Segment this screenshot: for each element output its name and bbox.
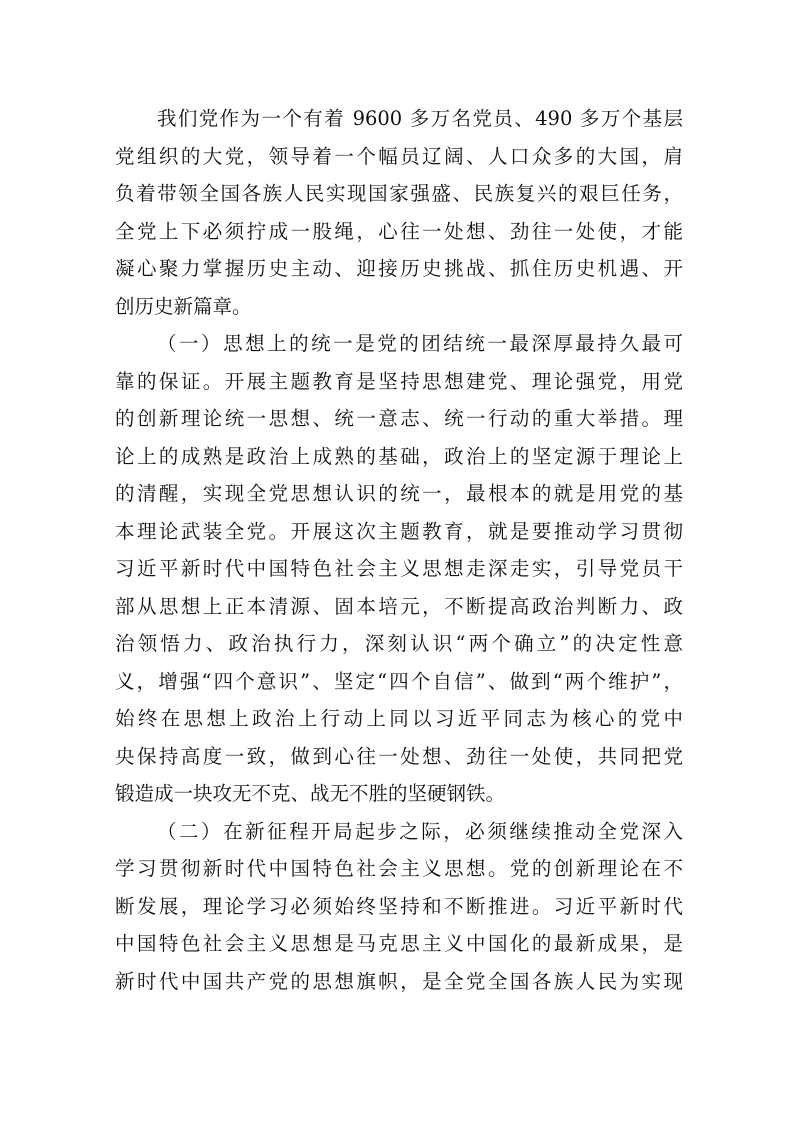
- text-line: 学习贯彻新时代中国特色社会主义思想。党的创新理论在不: [115, 857, 683, 880]
- text-line: 本理论武装全党。开展这次主题教育，就是要推动学习贯彻: [115, 519, 683, 543]
- text-line: 始终在思想上政治上行动上同以习近平同志为核心的党中: [115, 707, 683, 730]
- text-line: 断发展，理论学习必须始终坚持和不断推进。习近平新时代: [115, 894, 683, 918]
- text-line: 锻造成一块攻无不克、战无不胜的坚硬钢铁。: [115, 782, 506, 805]
- text-line: 党组织的大党，领导着一个幅员辽阔、人口众多的大国，肩: [115, 144, 683, 168]
- text-line: 创历史新篇章。: [115, 294, 252, 318]
- text-line: 央保持高度一致，做到心往一处想、劲往一处使，共同把党: [115, 744, 683, 768]
- text-line: 习近平新时代中国特色社会主义思想走深走实，引导党员干: [115, 557, 683, 580]
- text-line: 全党上下必须拧成一股绳，心往一处想、劲往一处使，才能: [115, 219, 683, 243]
- text-line: 凝心聚力掌握历史主动、迎接历史挑战、抓住历史机遇、开: [115, 257, 683, 280]
- text-line: 我们党作为一个有着 9600 多万名党员、490 多万个基层: [157, 107, 683, 130]
- text-line: （一）思想上的统一是党的团结统一最深厚最持久最可: [157, 332, 683, 355]
- text-line: 义，增强“四个意识”、坚定“四个自信”、做到“两个维护”，: [115, 669, 683, 693]
- document-body: [115, 100, 683, 1000]
- text-line: 的创新理论统一思想、统一意志、统一行动的重大举措。理: [115, 407, 683, 430]
- text-line: 治领悟力、政治执行力，深刻认识“两个确立”的决定性意: [115, 632, 683, 655]
- text-line: （二）在新征程开局起步之际，必须继续推动全党深入: [157, 819, 683, 843]
- text-line: 靠的保证。开展主题教育是坚持思想建党、理论强党，用党: [115, 369, 683, 393]
- text-line: 中国特色社会主义思想是马克思主义中国化的最新成果，是: [115, 932, 683, 955]
- text-line: 部从思想上正本清源、固本培元，不断提高政治判断力、政: [115, 594, 683, 618]
- text-line: 负着带领全国各族人民实现国家强盛、民族复兴的艰巨任务，: [115, 182, 683, 205]
- text-line: 的清醒，实现全党思想认识的统一，最根本的就是用党的基: [115, 482, 683, 505]
- text-line: 新时代中国共产党的思想旗帜，是全党全国各族人民为实现: [115, 969, 683, 993]
- text-line: 论上的成熟是政治上成熟的基础，政治上的坚定源于理论上: [115, 444, 683, 468]
